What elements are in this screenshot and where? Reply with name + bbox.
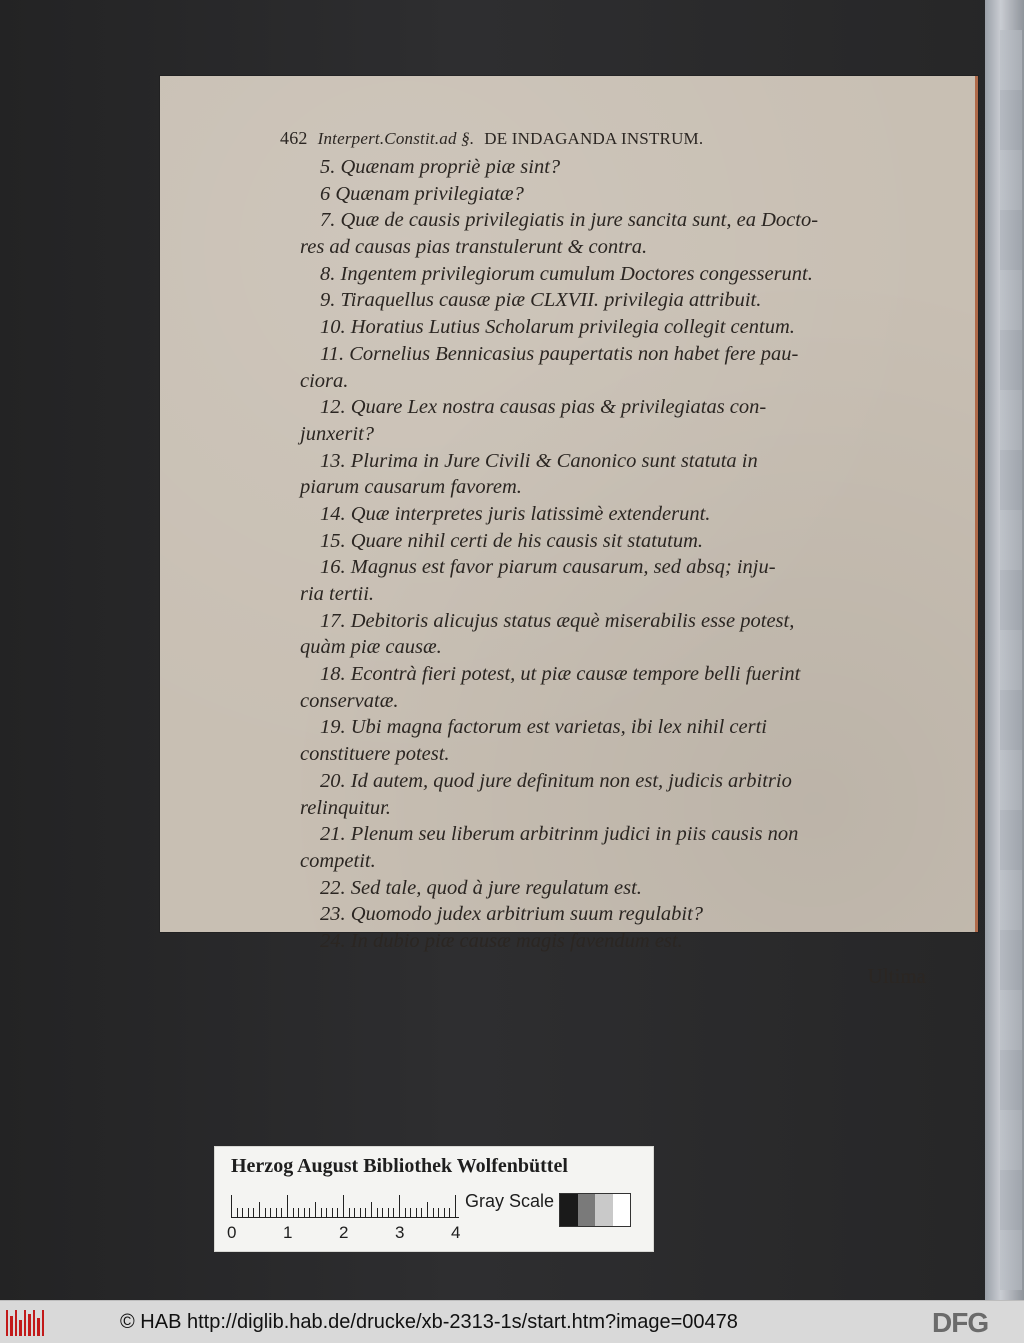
ruler-tick [309, 1208, 310, 1217]
text-line: 19. Ubi magna factorum est varietas, ibi lex nihil certi [320, 716, 767, 739]
gray-scale-label: Gray Scale [465, 1191, 555, 1211]
ruler-tick [270, 1208, 271, 1217]
text-line: conservatæ. [300, 689, 399, 712]
dfg-logo: DFG [932, 1307, 989, 1338]
ruler-tick [438, 1208, 439, 1217]
ruler-tick [298, 1208, 299, 1217]
text-line: ria tertii. [300, 583, 375, 605]
ruler-tick [304, 1208, 305, 1217]
book-page [160, 76, 978, 988]
ruler-tick [421, 1208, 422, 1217]
text-line: 24. In dubio piæ causæ magis favendum est. [320, 929, 683, 952]
ruler-tick [242, 1208, 243, 1217]
ruler-tick [416, 1208, 417, 1217]
ruler-tick [388, 1208, 389, 1217]
ruler-tick [365, 1208, 366, 1217]
gray-swatch [613, 1194, 631, 1226]
ruler-tick [410, 1208, 411, 1217]
gray-swatch [595, 1194, 613, 1226]
gray-scale-swatches [559, 1193, 631, 1227]
page-text [300, 154, 930, 955]
text-line: 8. Ingentem privilegiorum cumulum Doctores congesserunt. [320, 262, 813, 285]
text-line: 11. Cornelius Bennicasius paupertatis non habet fere pau- [320, 342, 799, 365]
ruler-tick [321, 1208, 322, 1217]
text-line: 18. Econtrà fieri potest, ut piæ causæ tempore belli fuerint [320, 663, 801, 686]
ruler-tick [455, 1195, 456, 1217]
running-header [280, 128, 860, 149]
text-line: 14. Quæ interpretes juris latissimè extenderunt. [320, 502, 711, 525]
text-line: res ad causas pias transtulerunt & contra. [300, 236, 648, 259]
ruler-tick [231, 1195, 232, 1217]
ruler-tick [393, 1208, 394, 1217]
ruler-tick [287, 1195, 288, 1217]
text-line: 12. Quare Lex nostra causas pias & privilegiatas con- [320, 396, 767, 419]
ruler-tick [360, 1208, 361, 1217]
ruler-tick [265, 1208, 266, 1217]
ruler-tick [449, 1208, 450, 1217]
gray-swatch [578, 1194, 596, 1226]
text-line: 6 Quænam privilegiatæ? [320, 182, 524, 205]
viewer-footer [0, 1300, 1024, 1343]
ruler-tick [293, 1208, 294, 1217]
page-number: 462 [280, 128, 308, 148]
adjacent-page-strip [1000, 30, 1022, 1290]
text-line: 7. Quæ de causis privilegiatis in jure sancita sunt, ea Docto- [320, 209, 819, 232]
ruler-tick [253, 1208, 254, 1217]
ruler-tick [276, 1208, 277, 1217]
text-line: constituere potest. [300, 743, 450, 766]
ruler-tick [354, 1208, 355, 1217]
text-line: 15. Quare nihil certi de his causis sit statutum. [320, 529, 704, 552]
ruler-tick [405, 1208, 406, 1217]
text-line: 23. Quomodo judex arbitrium suum regulabit? [320, 903, 704, 926]
running-head-caps: DE INDAGANDA INSTRUM. [484, 129, 704, 148]
text-line: 10. Horatius Lutius Scholarum privilegia collegit centum. [320, 316, 795, 339]
ruler-tick [399, 1195, 400, 1217]
text-line: junxerit? [300, 422, 375, 445]
text-line: 16. Magnus est favor piarum causarum, sed absq; inju- [320, 556, 776, 579]
ruler-tick [281, 1208, 282, 1217]
ruler-number: 1 [283, 1223, 293, 1242]
text-line: 17. Debitoris alicujus status æquè miserabilis esse potest, [320, 609, 795, 632]
running-head-left: Interpert.Constit.ad §. [317, 129, 475, 148]
text-line: piarum causarum favorem. [300, 476, 522, 499]
ruler-number: 0 [227, 1223, 237, 1242]
ruler-tick [237, 1208, 238, 1217]
ruler-tick [427, 1202, 428, 1217]
text-line: 13. Plurima in Jure Civili & Canonico sunt statuta in [320, 449, 758, 472]
color-checker-card [214, 1146, 654, 1252]
gray-swatch [560, 1194, 578, 1226]
text-line: ciora. [300, 369, 349, 392]
scale-ruler [231, 1187, 459, 1218]
ruler-tick [371, 1202, 372, 1217]
ruler-tick [382, 1208, 383, 1217]
text-line: 20. Id autem, quod jure definitum non est, judicis arbitrio [320, 769, 792, 792]
text-line: relinquitur. [300, 796, 391, 819]
library-name: Herzog August Bibliothek Wolfenbüttel [231, 1155, 568, 1177]
ruler-tick [259, 1202, 260, 1217]
ruler-number: 3 [395, 1223, 405, 1242]
ruler-tick [433, 1208, 434, 1217]
ruler-tick [326, 1208, 327, 1217]
ruler-tick [377, 1208, 378, 1217]
text-line: 21. Plenum seu liberum arbitrinm judici in piis causis non [320, 823, 799, 846]
ruler-number: 4 [451, 1223, 461, 1242]
text-line: 22. Sed tale, quod à jure regulatum est. [320, 876, 642, 899]
ruler-tick [337, 1208, 338, 1217]
text-line: competit. [300, 849, 376, 872]
ruler-tick [444, 1208, 445, 1217]
ruler-tick [343, 1195, 344, 1217]
ruler-tick [248, 1208, 249, 1217]
text-line: quàm piæ causæ. [300, 636, 442, 659]
hab-logo-icon [6, 1310, 44, 1336]
footer-copyright-url[interactable]: © HAB http://diglib.hab.de/drucke/xb-2313-1s/start.htm?image=00478 [120, 1311, 738, 1333]
ruler-tick [349, 1208, 350, 1217]
ruler-number: 2 [339, 1223, 349, 1242]
catchword: Ultima [867, 964, 926, 988]
ruler-tick [315, 1202, 316, 1217]
ruler-tick [332, 1208, 333, 1217]
text-line: 5. Quænam propriè piæ sint? [320, 156, 561, 178]
text-line: 9. Tiraquellus causæ piæ CLXVII. privilegia attribuit. [320, 289, 762, 312]
